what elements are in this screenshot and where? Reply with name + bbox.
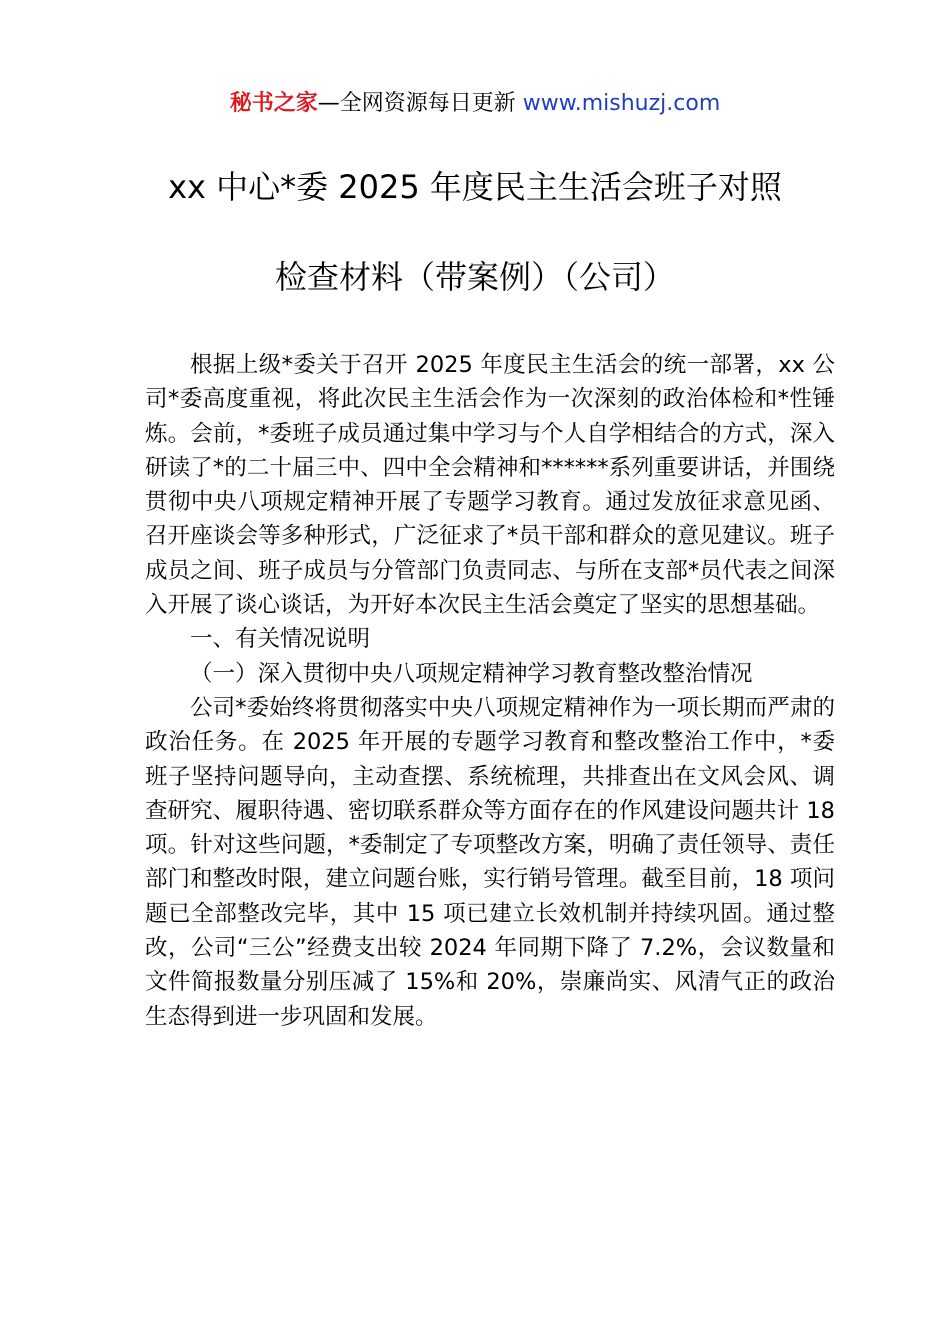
site-url-link[interactable]: www.mishuzj.com bbox=[522, 91, 721, 116]
document-body bbox=[145, 348, 835, 1034]
brand-name: 秘书之家 bbox=[229, 91, 318, 116]
title-line-2: 检查材料（带案例）（公司） bbox=[274, 258, 675, 296]
body-paragraph: 公司*委始终将贯彻落实中央八项规定精神作为一项长期而严肃的政治任务。在 2025 年开展的专题学习教育和整改整治工作中，*委班子坚持问题导向，主动查摆、系统梳理，共排查出在文风会风、调查研究、履职待遇、密切联系群众等方面存在的作风建设问题共计 18 项。针对这些问题，*委制定了专项整改方案，明确了责任领导、责任部门和整改时限，建立问题台账，实行销号管理。截至目前，18 项问题已全部整改完毕，其中 15 项已建立长效机制并持续巩固。通过整改，公司“三公”经费支出较 2024 年同期下降了 7.2%，会议数量和文件简报数量分别压减了 15%和 20%，崇廉尚实、风清气正的政治生态得到进一步巩固和发展。 bbox=[145, 694, 835, 1030]
site-header bbox=[0, 88, 950, 120]
title-line-1: xx 中心*委 2025 年度民主生活会班子对照 bbox=[168, 168, 782, 206]
section-heading: 一、有关情况说明 bbox=[190, 626, 371, 653]
header-tagline: —全网资源每日更新 bbox=[317, 91, 523, 116]
subsection-heading: （一）深入贯彻中央八项规定精神学习教育整改整治情况 bbox=[190, 660, 753, 687]
intro-paragraph: 根据上级*委关于召开 2025 年度民主生活会的统一部署，xx 公司*委高度重视，将此次民主生活会作为一次深刻的政治体检和*性锤炼。会前，*委班子成员通过集中学习与个人自学相结合的方式，深入研读了*的二十届三中、四中全会精神和******系列重要讲话，并围绕贯彻中央八项规定精神开展了专题学习教育。通过发放征求意见函、召开座谈会等多种形式，广泛征求了*员干部和群众的意见建议。班子成员之间、班子成员与分管部门负责同志、与所在支部*员代表之间深入开展了谈心谈话，为开好本次民主生活会奠定了坚实的思想基础。 bbox=[145, 352, 835, 619]
document-title bbox=[0, 162, 950, 342]
